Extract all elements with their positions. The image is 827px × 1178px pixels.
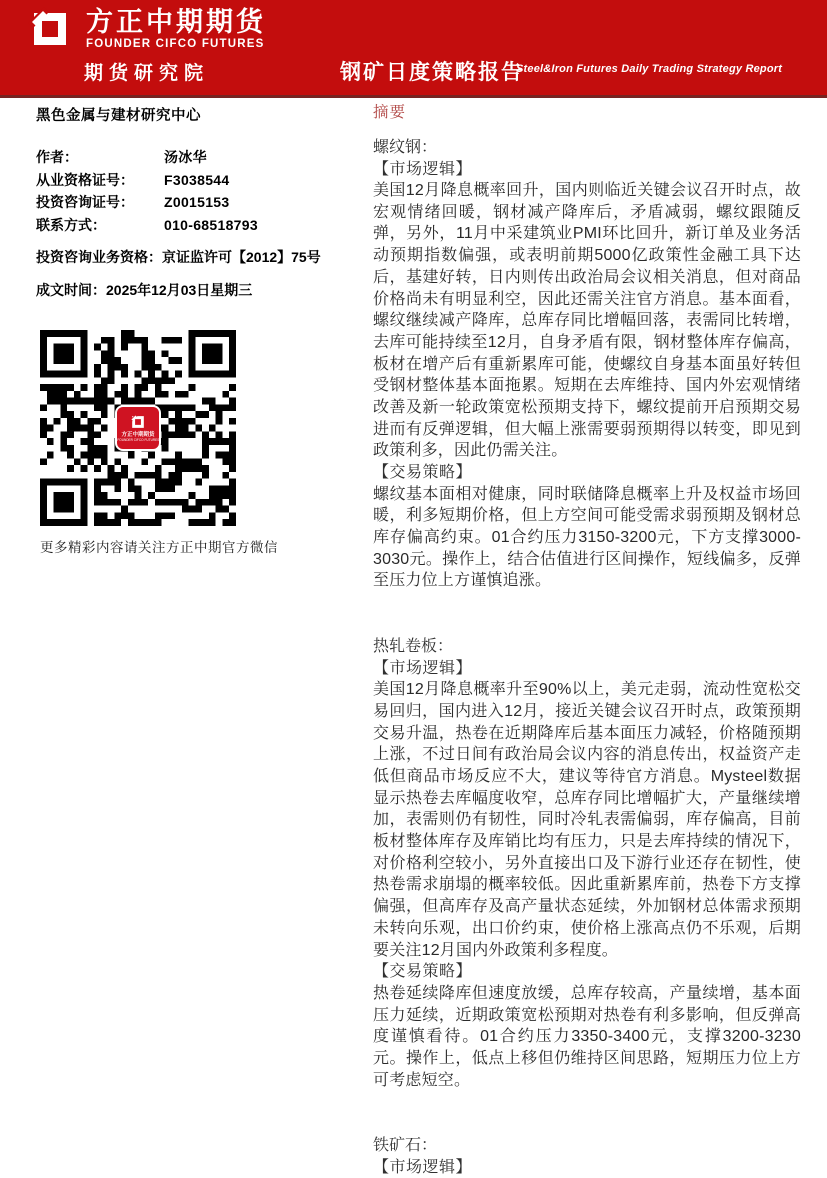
practice-cert-value: F3038544 xyxy=(164,171,230,188)
research-center-title: 黑色金属与建材研究中心 xyxy=(36,108,201,124)
market-logic-text: 美国12月降息概率回升，国内则临近关键会议召开时点，故宏观情绪回暖，钢材减产降库后，矛盾减弱，螺纹跟随反弹，另外，11月中采建筑业PMI环比回升，新订单及业务活动预期指数偏强，或表明前期5000亿政策性金融工具下达后，基建好转，日内则传出政治局会议相关消息，但对商品价格尚未有明显利空，因此还需关注官方消息。基本面看，螺纹继续减产降库，总库存同比增幅回落，表需同比转增，去库可能持续至12月，自身矛盾有限，钢材整体库存偏高，板材在增产后有重新累库可能，使螺纹自身基本面虽好转但受钢材整体基本面拖累。短期在去库维持、国内外宏观情绪改善及新一轮政策宽松预期支持下，螺纹提前开启预期交易进而有反弹逻辑，但大幅上涨需要弱预期得以转变，即见到政策利多，因此仍需关注。 xyxy=(373,182,801,460)
qr-logo-text-cn: 方正中期期货 xyxy=(121,431,155,438)
trading-strategy-label: 【交易策略】 xyxy=(373,464,473,482)
author-value: 汤冰华 xyxy=(164,149,207,165)
product-name-hrc: 热轧卷板： xyxy=(373,638,454,656)
contact-value: 010-68518793 xyxy=(164,216,258,233)
founder-cube-icon-small xyxy=(130,414,146,430)
contact-row xyxy=(36,214,346,237)
product-name-iron-ore: 铁矿石： xyxy=(373,1137,438,1155)
trading-strategy-text: 热卷延续降库但速度放缓，总库存较高，产量续增，基本面压力延续，近期政策宽松预期对热卷有利多影响，但反弹高度谨慎看待。01合约压力3350-3400元，支撑3200-3230元。操作上，低点上移但仍维持区间思路，短期压力位上方可考虑短空。 xyxy=(373,984,801,1089)
author-info-column xyxy=(36,104,346,556)
founder-cube-icon xyxy=(28,7,72,51)
company-logo xyxy=(28,7,266,51)
report-title-english: Steel&Iron Futures Daily Trading Strategy Report xyxy=(516,63,783,75)
banner-separator-line xyxy=(0,95,827,98)
report-header-banner xyxy=(0,0,827,95)
market-logic-label: 【市场逻辑】 xyxy=(373,659,473,677)
market-logic-label: 【市场逻辑】 xyxy=(373,160,473,178)
brand-text xyxy=(86,7,266,51)
brand-name-en: FOUNDER CIFCO FUTURES xyxy=(86,38,265,50)
author-row xyxy=(36,146,346,169)
practice-cert-row xyxy=(36,169,346,192)
advisory-qualification: 投资咨询业务资格：京证监许可【2012】75号 xyxy=(36,249,321,265)
author-info-table xyxy=(36,146,346,236)
section-rebar xyxy=(373,137,801,592)
qr-logo-text-en: FOUNDER CIFCO FUTURES xyxy=(117,437,160,442)
advisory-cert-row xyxy=(36,191,346,214)
advisory-cert-value: Z0015153 xyxy=(164,194,230,210)
summary-column xyxy=(373,100,801,1178)
practice-cert-label: 从业资格证号： xyxy=(36,171,134,188)
section-hot-rolled-coil xyxy=(373,636,801,1091)
report-title: 钢矿日度策略报告 xyxy=(340,61,524,84)
author-label: 作者： xyxy=(36,149,78,165)
market-logic-text: 美国12月降息概率升至90%以上，美元走弱，流动性宽松交易回归，国内进入12月，接近关键会议召开时点，政策预期交易升温，热卷在近期降库后基本面压力减轻，价格随预期上涨，不过日间有政治局会议内容的消息传出，权益资产走低但商品市场反应不大，建议等待官方消息。Mysteel数据显示热卷去库幅度收窄，总库存同比增幅扩大，产量继续增加，表需则仍有韧性，同时冷轧表需偏弱，库存偏高，目前板材整体库存及库销比均有压力，只是去库持续的情况下，对价格利空较小，另外直接出口及下游行业还存在韧性，使热卷需求崩塌的概率较低。因此重新累库前，热卷下方支撑偏强，但高库存及高产量状态延续，外加钢材总体需求预期未转向乐观，出口价约束，使价格上涨高点仍不乐观，后期要关注12月国内外政策利多程度。 xyxy=(373,681,801,959)
wechat-qr-block xyxy=(40,330,278,556)
market-logic-label: 【市场逻辑】 xyxy=(373,1158,473,1176)
contact-label: 联系方式： xyxy=(36,216,106,233)
trading-strategy-text: 螺纹基本面相对健康，同时联储降息概率上升及权益市场回暖，利多短期价格，但上方空间可能受需求弱预期及钢材总库存偏高约束。01合约压力3150-3200元，下方支撑3000-3030元。操作上，结合估值进行区间操作，短线偏多，反弹至压力位上方谨慎追涨。 xyxy=(373,485,801,590)
qr-center-logo xyxy=(115,405,161,451)
summary-heading: 摘要 xyxy=(373,104,407,121)
product-name-rebar: 螺纹钢： xyxy=(373,139,438,156)
section-iron-ore xyxy=(373,1135,801,1178)
trading-strategy-label: 【交易策略】 xyxy=(373,963,473,981)
brand-name-cn: 方正中期期货 xyxy=(86,7,266,37)
report-date: 成文时间：2025年12月03日星期三 xyxy=(36,282,253,298)
qr-caption: 更多精彩内容请关注方正中期官方微信 xyxy=(40,540,278,555)
institute-name: 期货研究院 xyxy=(84,63,210,84)
advisory-cert-label: 投资咨询证号： xyxy=(36,194,134,210)
